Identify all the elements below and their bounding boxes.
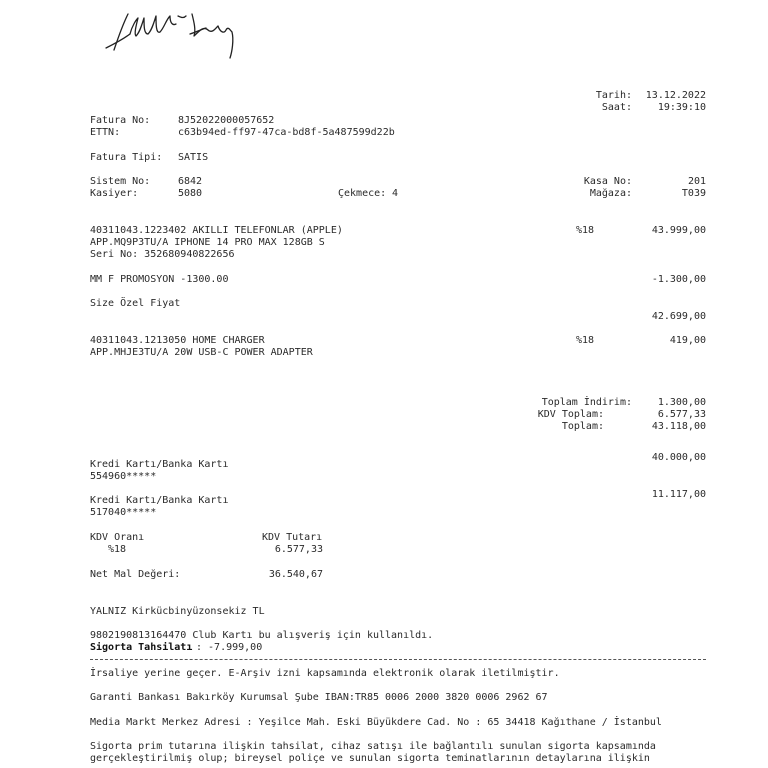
store-code: T039 [681, 188, 706, 199]
insurance-label: Sigorta Tahsilatı [90, 642, 193, 653]
amount-in-words: YALNIZ Kirkücbinyüzonsekiz TL [90, 606, 265, 617]
date-label: Tarih: [595, 90, 632, 101]
total-discount: 1.300,00 [657, 397, 706, 408]
item-line: 40311043.1223402 AKILLI TELEFONLAR (APPLE) [90, 225, 343, 236]
footer-note: gerçekleştirilmiş olup; bireysel poliçe ve sunulan sigorta teminatlarının detaylarına ilişkin [90, 753, 650, 764]
cashier-label: Kasiyer: [90, 188, 139, 199]
grand-total-label: Toplam: [561, 421, 604, 432]
cashier-no: 5080 [178, 188, 203, 199]
time-label: Saat: [601, 102, 632, 113]
kdv-amount: 6.577,33 [274, 544, 323, 555]
payment-method: Kredi Kartı/Banka Kartı [90, 459, 229, 470]
invoice-time: 19:39:10 [657, 102, 706, 113]
net-value: 36.540,67 [268, 569, 323, 580]
payment-amount: 11.117,00 [651, 489, 706, 500]
grand-total: 43.118,00 [651, 421, 706, 432]
signature-image [100, 4, 245, 62]
invoice-no-label: Fatura No: [90, 115, 151, 126]
kdv-rate: %18 [108, 544, 127, 555]
promo-amount: -1.300,00 [651, 274, 706, 285]
payment-card: 517040***** [90, 507, 157, 518]
register-no: 201 [687, 176, 706, 187]
item-line: APP.MHJE3TU/A 20W USB-C POWER ADAPTER [90, 347, 313, 358]
item-line: APP.MQ9P3TU/A IPHONE 14 PRO MAX 128GB S [90, 237, 325, 248]
payment-amount: 40.000,00 [651, 452, 706, 463]
payment-card: 554960***** [90, 471, 157, 482]
item-vat: %18 [576, 335, 595, 346]
invoice-no: 8J52022000057652 [178, 115, 275, 126]
drawer-label: Çekmece: [338, 188, 387, 199]
special-price-amount: 42.699,00 [651, 311, 706, 322]
item-amount: 43.999,00 [651, 225, 706, 236]
kdv-total-label: KDV Toplam: [537, 409, 604, 420]
system-no: 6842 [178, 176, 203, 187]
ettn-value: c63b94ed-ff97-47ca-bd8f-5a487599d22b [178, 127, 395, 138]
footer-note: Media Markt Merkez Adresi : Yeşilce Mah. Eski Büyükdere Cad. No : 65 34418 Kağıthane / İstanbul [90, 717, 662, 728]
net-value-label: Net Mal Değeri: [90, 569, 181, 580]
kdv-amount-header: KDV Tutarı [262, 532, 323, 543]
separator-line [90, 659, 706, 660]
total-discount-label: Toplam İndirim: [541, 397, 632, 408]
payment-method: Kredi Kartı/Banka Kartı [90, 495, 229, 506]
system-no-label: Sistem No: [90, 176, 151, 187]
insurance-value: : -7.999,00 [196, 642, 263, 653]
item-line: 40311043.1213050 HOME CHARGER [90, 335, 265, 346]
footer-note: Garanti Bankası Bakırköy Kurumsal Şube IBAN:TR85 0006 2000 3820 0006 2962 67 [90, 692, 548, 703]
special-price-label: Size Özel Fiyat [90, 298, 181, 309]
item-vat: %18 [576, 225, 595, 236]
kdv-total: 6.577,33 [657, 409, 706, 420]
invoice-type-label: Fatura Tipi: [90, 152, 163, 163]
item-amount: 419,00 [669, 335, 706, 346]
footer-note: İrsaliye yerine geçer. E-Arşiv izni kapsamında elektronik olarak iletilmiştir. [90, 668, 560, 679]
invoice-type: SATIS [178, 152, 209, 163]
ettn-label: ETTN: [90, 127, 121, 138]
register-label: Kasa No: [583, 176, 632, 187]
kdv-rate-header: KDV Oranı [90, 532, 145, 543]
store-label: Mağaza: [589, 188, 632, 199]
item-serial: Seri No: 352680940822656 [90, 249, 235, 260]
invoice-date: 13.12.2022 [645, 90, 706, 101]
drawer-no: 4 [392, 188, 399, 199]
footer-note: Sigorta prim tutarına ilişkin tahsilat, cihaz satışı ile bağlantılı sunulan sigorta kapsamında [90, 741, 656, 752]
promo-label: MM F PROMOSYON -1300.00 [90, 274, 229, 285]
club-card-note: 9802190813164470 Club Kartı bu alışveriş için kullanıldı. [90, 630, 434, 641]
